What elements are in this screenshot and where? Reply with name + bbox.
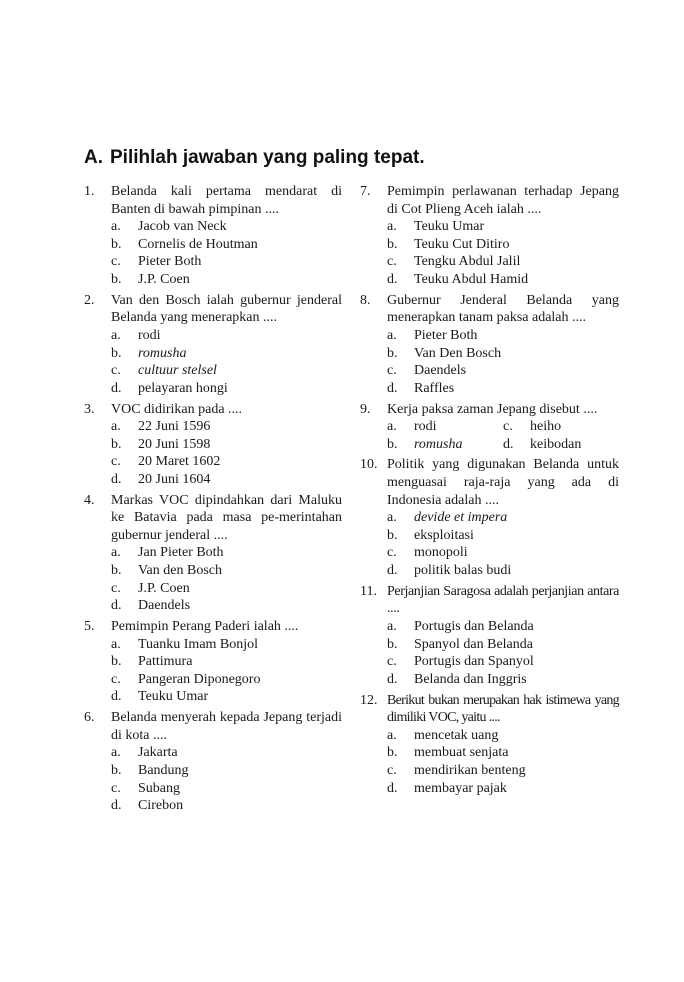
option[interactable]: c. Portugis dan Spanyol [387,654,534,670]
option[interactable]: d. 20 Juni 1604 [111,471,211,487]
question-text: Pemimpin Perang Paderi ialah .... [111,619,299,634]
option[interactable]: c. heiho [503,419,562,435]
option[interactable]: a. Jacob van Neck [111,219,227,235]
option[interactable]: c. Tengku Abdul Jalil [387,254,521,270]
option[interactable]: a. rodi [387,419,437,435]
section-letter: A. [84,147,103,168]
option[interactable]: c. J.P. Coen [111,580,190,596]
question-text: Belanda kali pertama mendarat di Banten di bawah pimpinan .... [111,184,342,217]
question-text: Berikut bukan merupakan hak istimewa yang dimiliki VOC, yaitu .... [387,692,619,726]
question-text: VOC didirikan pada .... [111,401,243,417]
section-title: Pilihlah jawaban yang paling tepat. [110,147,425,168]
question-number: 6. [84,710,95,726]
option[interactable]: d. Belanda dan Inggris [387,671,527,687]
question-9 [360,401,619,454]
question-number: 2. [84,292,95,308]
option[interactable]: a. Pieter Both [387,327,478,343]
option[interactable]: a. Tuanku Imam Bonjol [111,636,259,652]
option-row [360,418,619,436]
question-number: 9. [360,401,371,417]
question-text: Gubernur Jenderal Belanda yang menerapkan tanam paksa adalah .... [387,292,619,326]
right-column [360,183,619,800]
option[interactable]: a. rodi [111,327,161,343]
option[interactable]: a. Portugis dan Belanda [387,619,534,634]
option[interactable]: b. Van Den Bosch [387,345,502,361]
question-text: Van den Bosch ialah gubernur jenderal Belanda yang menerapkan .... [111,292,342,326]
question-number: 5. [84,619,95,634]
question-number: 7. [360,184,371,199]
question-5 [84,618,342,706]
option[interactable]: b. membuat senjata [387,745,509,761]
option[interactable]: b. Spanyol dan Belanda [387,636,533,652]
question-text: Kerja paksa zaman Jepang disebut .... [387,401,598,417]
section-heading [84,147,425,169]
question-number: 8. [360,292,371,308]
question-text: Pemimpin perlawanan terhadap Jepang di Cot Plieng Aceh ialah .... [387,184,619,217]
option[interactable]: d. pelayaran hongi [111,380,228,396]
question-3 [84,401,342,489]
question-text: Perjanjian Saragosa adalah perjanjian antara .... [387,583,619,617]
left-column [84,183,342,818]
option[interactable]: b. J.P. Coen [111,271,190,287]
question-number: 10. [360,457,378,473]
option[interactable]: d. membayar pajak [387,780,507,796]
option[interactable]: b. romusha [111,345,187,361]
option[interactable]: d. Teuku Abdul Hamid [387,271,529,287]
option[interactable]: c. cultuur stelsel [111,363,217,379]
option[interactable]: a. mencetak uang [387,727,499,743]
question-text: Politik yang digunakan Belanda untuk menguasai raja-raja yang ada di Indonesia adalah .... [387,457,619,508]
option[interactable]: c. Daendels [387,363,467,379]
option[interactable]: b. Teuku Cut Ditiro [387,236,510,252]
question-7 [360,183,619,289]
question-number: 11. [360,583,377,599]
question-10 [360,456,619,579]
option[interactable]: b. romusha [387,436,463,452]
option[interactable]: b. eksploitasi [387,527,474,543]
option[interactable]: a. Teuku Umar [387,219,485,235]
option[interactable]: a. Jan Pieter Both [111,545,224,561]
question-number: 12. [360,692,378,708]
option[interactable]: c. Subang [111,780,180,796]
question-number: 3. [84,401,95,417]
question-text: Belanda menyerah kepada Jepang terjadi di kota .... [111,710,342,743]
question-11 [360,583,619,689]
option[interactable]: a. Jakarta [111,745,178,761]
option[interactable]: d. Daendels [111,598,191,614]
question-6 [84,709,342,815]
option-row [360,436,619,454]
question-number: 4. [84,492,95,508]
option[interactable]: a. devide et impera [387,510,508,526]
option[interactable]: a. 22 Juni 1596 [111,419,211,435]
option[interactable]: b. Bandung [111,762,189,778]
question-number: 1. [84,184,95,199]
question-text: Markas VOC dipindahkan dari Maluku ke Batavia pada masa pe-merintahan gubernur jenderal .... [111,492,342,543]
option[interactable]: d. Teuku Umar [111,689,209,705]
option[interactable]: d. Raffles [387,380,455,396]
option[interactable]: b. Pattimura [111,654,193,670]
option[interactable]: d. keibodan [503,436,582,452]
option[interactable]: d. Cirebon [111,798,184,814]
option[interactable]: d. politik balas budi [387,563,512,579]
question-12 [360,692,619,798]
option[interactable]: c. Pangeran Diponegoro [111,671,261,687]
option[interactable]: b. Cornelis de Houtman [111,236,258,252]
question-1 [84,183,342,289]
option[interactable]: c. mendirikan benteng [387,762,526,778]
option[interactable]: b. Van den Bosch [111,563,222,579]
question-8 [360,292,619,398]
option[interactable]: c. Pieter Both [111,254,202,270]
question-4 [84,492,342,615]
question-2 [84,292,342,398]
option[interactable]: c. 20 Maret 1602 [111,454,221,470]
option[interactable]: c. monopoli [387,545,468,561]
option[interactable]: b. 20 Juni 1598 [111,436,211,452]
